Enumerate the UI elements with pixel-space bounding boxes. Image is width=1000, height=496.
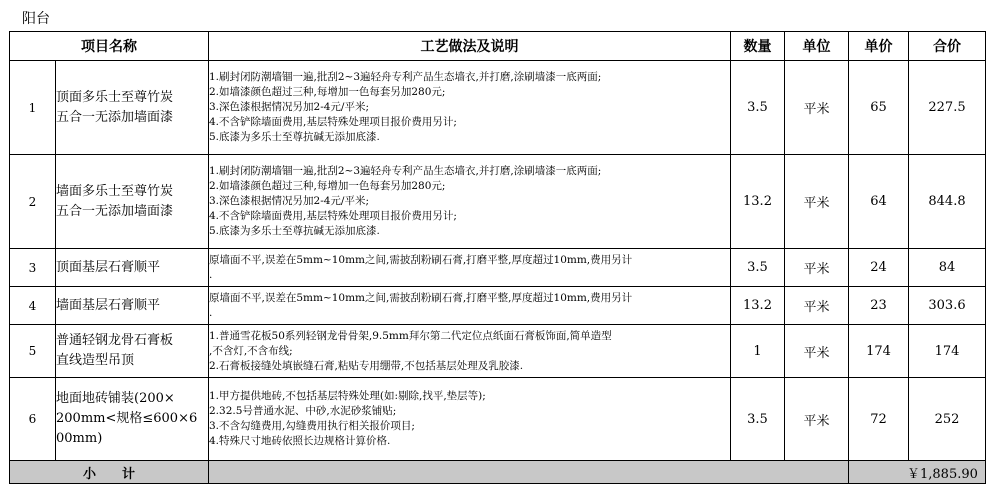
unit-price-cell: 24 — [849, 249, 909, 287]
description-line: 2.如墙漆颜色超过三种,每增加一色每套另加280元; — [209, 86, 446, 98]
header-unit-price: 单价 — [849, 32, 909, 61]
quantity-cell: 1 — [731, 325, 785, 378]
table-row — [10, 61, 986, 155]
description-line: 原墙面不平,误差在5mm~10mm之间,需披刮粉刷石膏,打磨平整,厚度超过10mm,费用另计 — [209, 253, 633, 266]
description-line: . — [209, 306, 213, 319]
item-name-line: 地面地砖铺装(200× — [56, 391, 175, 406]
process-description — [209, 61, 731, 155]
description-line: 原墙面不平,误差在5mm~10mm之间,需披刮粉刷石膏,打磨平整,厚度超过10mm,费用另计 — [209, 291, 633, 304]
sheet-title: 阳台 — [22, 11, 50, 27]
unit-price-cell: 65 — [849, 61, 909, 155]
quantity-cell: 3.5 — [731, 378, 785, 461]
row-number: 5 — [10, 325, 56, 378]
description-line: 1.刷封闭防潮墙锢一遍,批刮2~3遍轻舟专利产品生态墙衣,并打磨,涂刷墙漆一底两面; — [209, 165, 602, 177]
subtotal-row — [10, 461, 986, 484]
item-name-line: 墙面基层石膏顺平 — [56, 297, 161, 313]
quotation-table — [9, 31, 986, 484]
description-line: 1.普通雪花板50系列轻钢龙骨骨架,9.5mm拜尔第二代定位点纸面石膏板饰面,简单造型 — [209, 329, 612, 342]
description-line: 3.深色漆根据情况另加2-4元/平米; — [209, 195, 370, 207]
process-description — [209, 378, 731, 461]
total-cell: 84 — [909, 249, 986, 287]
process-description — [209, 287, 731, 325]
item-name-line: 直线造型吊顶 — [56, 353, 135, 368]
unit-cell: 平米 — [785, 155, 849, 249]
quantity-cell: 13.2 — [731, 155, 785, 249]
item-name — [56, 325, 209, 378]
subtotal-amount: ￥1,885.90 — [849, 461, 986, 484]
row-number: 4 — [10, 287, 56, 325]
process-description — [209, 325, 731, 378]
unit-price-cell: 23 — [849, 287, 909, 325]
description-line: 3.不含勾缝费用,勾缝费用执行相关报价项目; — [209, 420, 415, 432]
header-total: 合价 — [909, 32, 986, 61]
process-description — [209, 249, 731, 287]
row-number: 1 — [10, 61, 56, 155]
total-cell: 303.6 — [909, 287, 986, 325]
description-line: 1.甲方提供地砖,不包括基层特殊处理(如:剔除,找平,垫层等); — [209, 390, 486, 402]
quantity-cell: 3.5 — [731, 249, 785, 287]
unit-cell: 平米 — [785, 325, 849, 378]
item-name-line: 五合一无添加墙面漆 — [56, 109, 174, 125]
total-cell: 227.5 — [909, 61, 986, 155]
table-row — [10, 155, 986, 249]
unit-price-cell: 72 — [849, 378, 909, 461]
table-row — [10, 378, 986, 461]
description-line: 2.32.5号普通水泥、中砂,水泥砂浆铺贴; — [209, 405, 397, 417]
item-name — [56, 287, 209, 325]
item-name — [56, 61, 209, 155]
table-row — [10, 287, 986, 325]
unit-cell: 平米 — [785, 287, 849, 325]
table-row — [10, 249, 986, 287]
header-quantity: 数量 — [731, 32, 785, 61]
description-line: 2.石膏板接缝处填嵌缝石膏,粘贴专用绷带,不包括基层处理及乳胶漆. — [209, 359, 524, 372]
row-number: 6 — [10, 378, 56, 461]
description-line: ,不含灯,不含布线; — [209, 344, 293, 357]
description-line: 2.如墙漆颜色超过三种,每增加一色每套另加280元; — [209, 180, 446, 192]
description-line: 5.底漆为多乐士至尊抗碱无添加底漆. — [209, 225, 380, 237]
unit-price-cell: 64 — [849, 155, 909, 249]
unit-price-cell: 174 — [849, 325, 909, 378]
item-name — [56, 155, 209, 249]
unit-cell: 平米 — [785, 249, 849, 287]
header-unit: 单位 — [785, 32, 849, 61]
item-name-line: 普通轻钢龙骨石膏板 — [56, 333, 174, 348]
description-line: 4.不含铲除墙面费用,基层特殊处理项目报价费用另计; — [209, 116, 457, 128]
row-number: 2 — [10, 155, 56, 249]
description-line: 3.深色漆根据情况另加2-4元/平米; — [209, 101, 370, 113]
item-name-line: 200mm<规格≤600×6 — [56, 411, 198, 426]
process-description — [209, 155, 731, 249]
header-row — [10, 32, 986, 61]
header-item-name: 项目名称 — [10, 32, 209, 61]
description-line: 1.刷封闭防潮墙锢一遍,批刮2~3遍轻舟专利产品生态墙衣,并打磨,涂刷墙漆一底两面; — [209, 71, 602, 83]
total-cell: 252 — [909, 378, 986, 461]
header-process: 工艺做法及说明 — [209, 32, 731, 61]
unit-cell: 平米 — [785, 378, 849, 461]
item-name — [56, 249, 209, 287]
quantity-cell: 13.2 — [731, 287, 785, 325]
item-name-line: 五合一无添加墙面漆 — [56, 203, 174, 219]
description-line: . — [209, 268, 213, 281]
item-name-line: 00mm) — [56, 431, 103, 446]
description-line: 4.不含铲除墙面费用,基层特殊处理项目报价费用另计; — [209, 210, 457, 222]
item-name-line: 墙面多乐士至尊竹炭 — [56, 183, 174, 199]
total-cell: 174 — [909, 325, 986, 378]
total-cell: 844.8 — [909, 155, 986, 249]
unit-cell: 平米 — [785, 61, 849, 155]
item-name-line: 顶面基层石膏顺平 — [56, 259, 161, 275]
item-name-line: 顶面多乐士至尊竹炭 — [56, 89, 174, 105]
item-name — [56, 378, 209, 461]
description-line: 5.底漆为多乐士至尊抗碱无添加底漆. — [209, 131, 380, 143]
quantity-cell: 3.5 — [731, 61, 785, 155]
description-line: 4.特殊尺寸地砖依照长边规格计算价格. — [209, 435, 391, 447]
subtotal-spacer — [209, 461, 849, 484]
subtotal-label: 小 计 — [10, 461, 209, 484]
row-number: 3 — [10, 249, 56, 287]
table-row — [10, 325, 986, 378]
